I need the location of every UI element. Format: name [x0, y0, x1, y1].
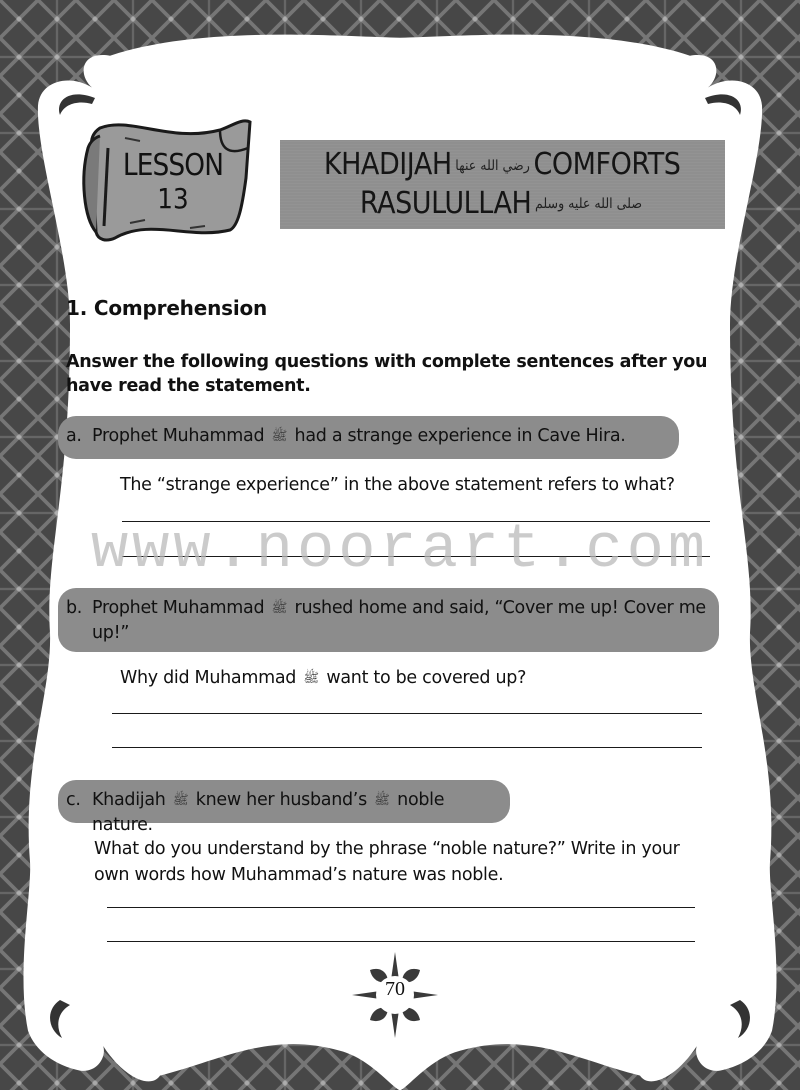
title-word-khadijah: KHADIJAH	[324, 147, 453, 182]
statement-marker: c.	[66, 790, 81, 810]
page-number-badge	[352, 952, 438, 1038]
honorific-pbuh-icon: ﷺ	[374, 793, 390, 808]
statement-text-part: noble nature.	[92, 790, 445, 835]
title-line-1	[324, 146, 681, 185]
statement-text	[92, 788, 498, 835]
lesson-title-banner	[280, 140, 725, 229]
honorific-radiallahu-anha-icon: ﷺ	[172, 793, 189, 808]
instructions-text: Answer the following questions with complete sentences after you have read the statement.	[66, 352, 708, 396]
statement-text-part: had a strange experience in Cave Hira.	[294, 426, 626, 446]
answer-line-b-1[interactable]	[112, 713, 702, 714]
question-text-part: Why did Muhammad	[120, 668, 297, 688]
honorific-pbuh-icon: ﷺ	[271, 601, 288, 616]
statement-marker: b.	[66, 598, 83, 618]
honorific-pbuh-icon: ﷺ	[271, 429, 288, 444]
question-b	[120, 665, 720, 692]
lesson-number: 13	[157, 182, 189, 215]
statement-text-part: Prophet Muhammad	[92, 426, 265, 446]
statement-text-part: knew her husband’s	[195, 790, 367, 810]
question-c: What do you understand by the phrase “noble nature?” Write in your own words how Muhammad’s nature was noble.	[94, 839, 680, 885]
statement-text	[92, 424, 667, 451]
statement-c	[58, 780, 510, 835]
answer-line-b-2[interactable]	[112, 747, 702, 748]
honorific-radiallahu-anha-icon: رضي الله عنها	[455, 157, 531, 174]
statement-marker: a.	[66, 426, 82, 446]
lesson-label: LESSON	[122, 148, 224, 183]
statement-b	[58, 588, 719, 652]
statement-a	[58, 416, 679, 459]
statement-text-part: Prophet Muhammad	[92, 598, 265, 618]
honorific-salallahu-alayhi-wasallam-icon: صلى الله عليه وسلم	[534, 196, 642, 212]
section-heading: 1. Comprehension	[66, 296, 268, 320]
question-a: The “strange experience” in the above statement refers to what?	[120, 475, 675, 495]
statement-text	[92, 596, 707, 644]
statement-text-part: rushed home and said, “Cover me up! Cover me up!”	[92, 598, 706, 643]
page-number: 70	[385, 978, 405, 1000]
lesson-badge	[70, 108, 255, 248]
watermark-text: www.noorart.com	[90, 514, 710, 585]
answer-line-a-1[interactable]	[122, 521, 710, 522]
title-line-2	[360, 185, 646, 224]
answer-line-c-2[interactable]	[107, 941, 695, 942]
answer-line-c-1[interactable]	[107, 907, 695, 908]
answer-line-a-2[interactable]	[122, 556, 710, 557]
honorific-pbuh-icon: ﷺ	[303, 671, 320, 686]
statement-text-part: Khadijah	[92, 790, 166, 810]
title-word-rasulullah: RASULULLAH	[359, 185, 532, 221]
title-word-comforts: COMFORTS	[533, 147, 681, 182]
question-text-part: want to be covered up?	[326, 668, 527, 688]
